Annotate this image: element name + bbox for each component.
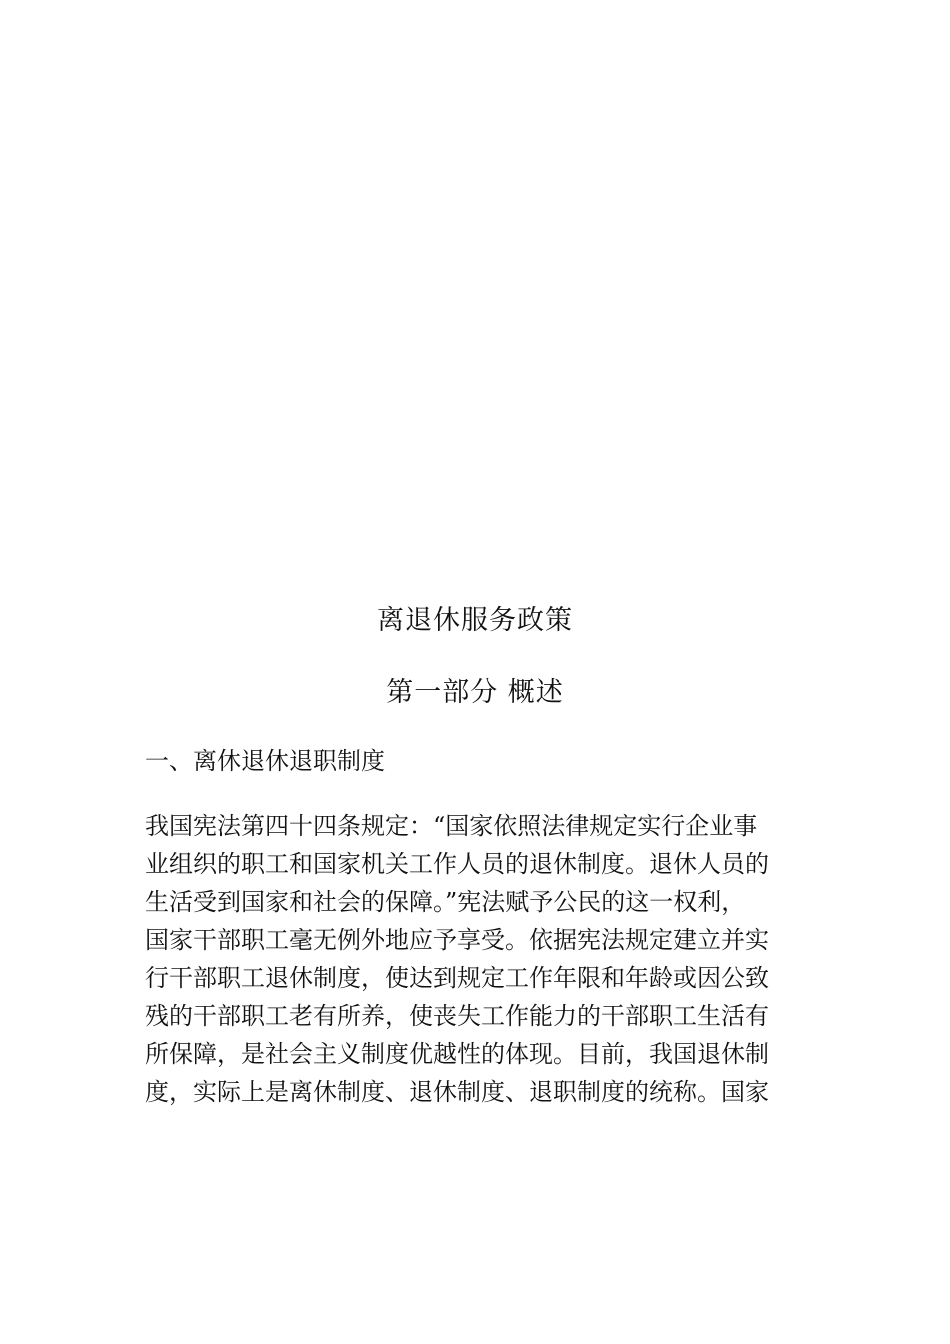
- paragraph-line: 度，实际上是离休制度、退休制度、退职制度的统称。国家: [145, 1078, 769, 1106]
- body-paragraph: [145, 807, 795, 1111]
- paragraph-line: 国家干部职工毫无例外地应予享受。依据宪法规定建立并实: [145, 926, 769, 954]
- section-heading: 一、离休退休退职制度: [145, 747, 385, 775]
- paragraph-line: 业组织的职工和国家机关工作人员的退休制度。退休人员的: [145, 850, 769, 878]
- paragraph-line: 残的干部职工老有所养，使丧失工作能力的干部职工生活有: [145, 1002, 769, 1030]
- part-title: 第一部分 概述: [386, 677, 564, 708]
- paragraph-line: 行干部职工退休制度，使达到规定工作年限和年龄或因公致: [145, 964, 769, 992]
- paragraph-line: 我国宪法第四十四条规定：“国家依照法律规定实行企业事: [145, 812, 758, 840]
- paragraph-line: 生活受到国家和社会的保障。”宪法赋予公民的这一权利，: [145, 888, 746, 916]
- paragraph-line: 所保障，是社会主义制度优越性的体现。目前，我国退休制: [145, 1040, 769, 1068]
- document-title: 离退休服务政策: [377, 605, 573, 636]
